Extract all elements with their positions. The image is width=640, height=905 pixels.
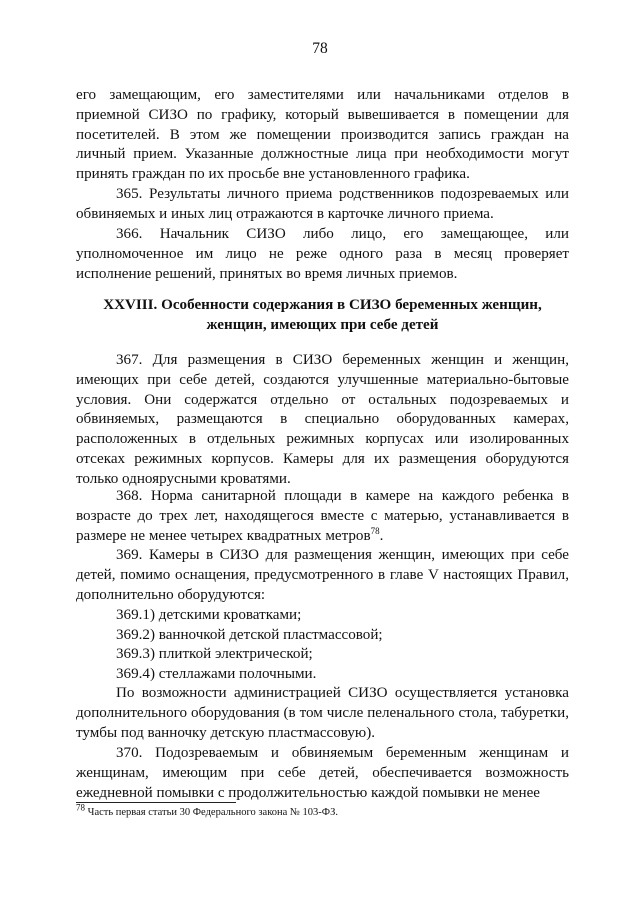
footnote: [76, 802, 338, 819]
list-item: 369.3) плиткой электрической;: [116, 646, 313, 662]
footnote-mark: 78: [76, 802, 85, 813]
paragraph-369: 369. Камеры в СИЗО для размещения женщин, имеющих при себе детей, помимо оснащения, предусмотренного в главе V настоящих Правил, дополнительно оборудуются:: [76, 547, 569, 603]
footnote-text: Часть первая статьи 30 Федерального закона № 103-ФЗ.: [87, 807, 338, 818]
section-heading-line-1: XXVIII. Особенности содержания в СИЗО беременных женщин,: [103, 297, 542, 313]
list-item: 369.4) стеллажами полочными.: [116, 666, 317, 682]
paragraph-367: 367. Для размещения в СИЗО беременных женщин и женщин, имеющих при себе детей, создаются улучшенные материально-бытовые условия. Они содержатся отдельно от остальных подозреваемых и обвиняемых, размещаются в специально оборудованных камерах, расположенных в отдельных режимных корпусах или изолированных отсеках режимных корпусов. Камеры для их размещения оборудуются только одноярусными кроватями.: [76, 352, 569, 487]
paragraph-368: 368. Норма санитарной площади в камере на каждого ребенка в возрасте до трех лет, находящегося вместе с матерью, устанавливается в размере не менее четырех квадратных метров$^{78}$.: [76, 488, 569, 544]
list-item: 369.1) детскими кроватками;: [116, 607, 302, 623]
paragraph-continuation: его замещающим, его заместителями или начальниками отделов в приемной СИЗО по графику, который вывешивается в помещении для посетителей. В этом же помещении производится запись граждан на личный прием. Указанные должностные лица при необходимости могут принять граждан по их просьбе вне установленного графика.: [76, 87, 569, 183]
section-heading: [76, 296, 569, 336]
paragraph-equipment: По возможности администрацией СИЗО осуществляется установка дополнительного оборудования (в том числе пеленального стола, табуретки, тумбы под ванночку детскую пластмассовую).: [76, 685, 569, 741]
footnote-divider: [76, 802, 236, 803]
paragraph-370: 370. Подозреваемым и обвиняемым беременным женщинам и женщинам, имеющим при себе детей, обеспечивается возможность ежедневной помывки с продолжительностью каждой помывки не менее: [76, 745, 569, 801]
section-heading-line-2: женщин, имеющих при себе детей: [206, 316, 439, 333]
page-number: 78: [312, 40, 328, 57]
paragraph-365: 365. Результаты личного приема родственников подозреваемых или обвиняемых и иных лиц отражаются в карточке личного приема.: [76, 186, 569, 222]
list-item: 369.2) ванночкой детской пластмассовой;: [116, 627, 383, 643]
paragraph-366: 366. Начальник СИЗО либо лицо, его замещающее, или уполномоченное им лицо не реже одного раза в месяц проверяет исполнение решений, принятых во время личных приемов.: [76, 226, 569, 282]
footnote-reference: 78: [370, 525, 380, 536]
paragraph-368-text: 368. Норма санитарной площади в камере на каждого ребенка в возрасте до трех лет, находящегося вместе с матерью, устанавливается в размере не менее четырех квадратных метров: [76, 488, 569, 544]
